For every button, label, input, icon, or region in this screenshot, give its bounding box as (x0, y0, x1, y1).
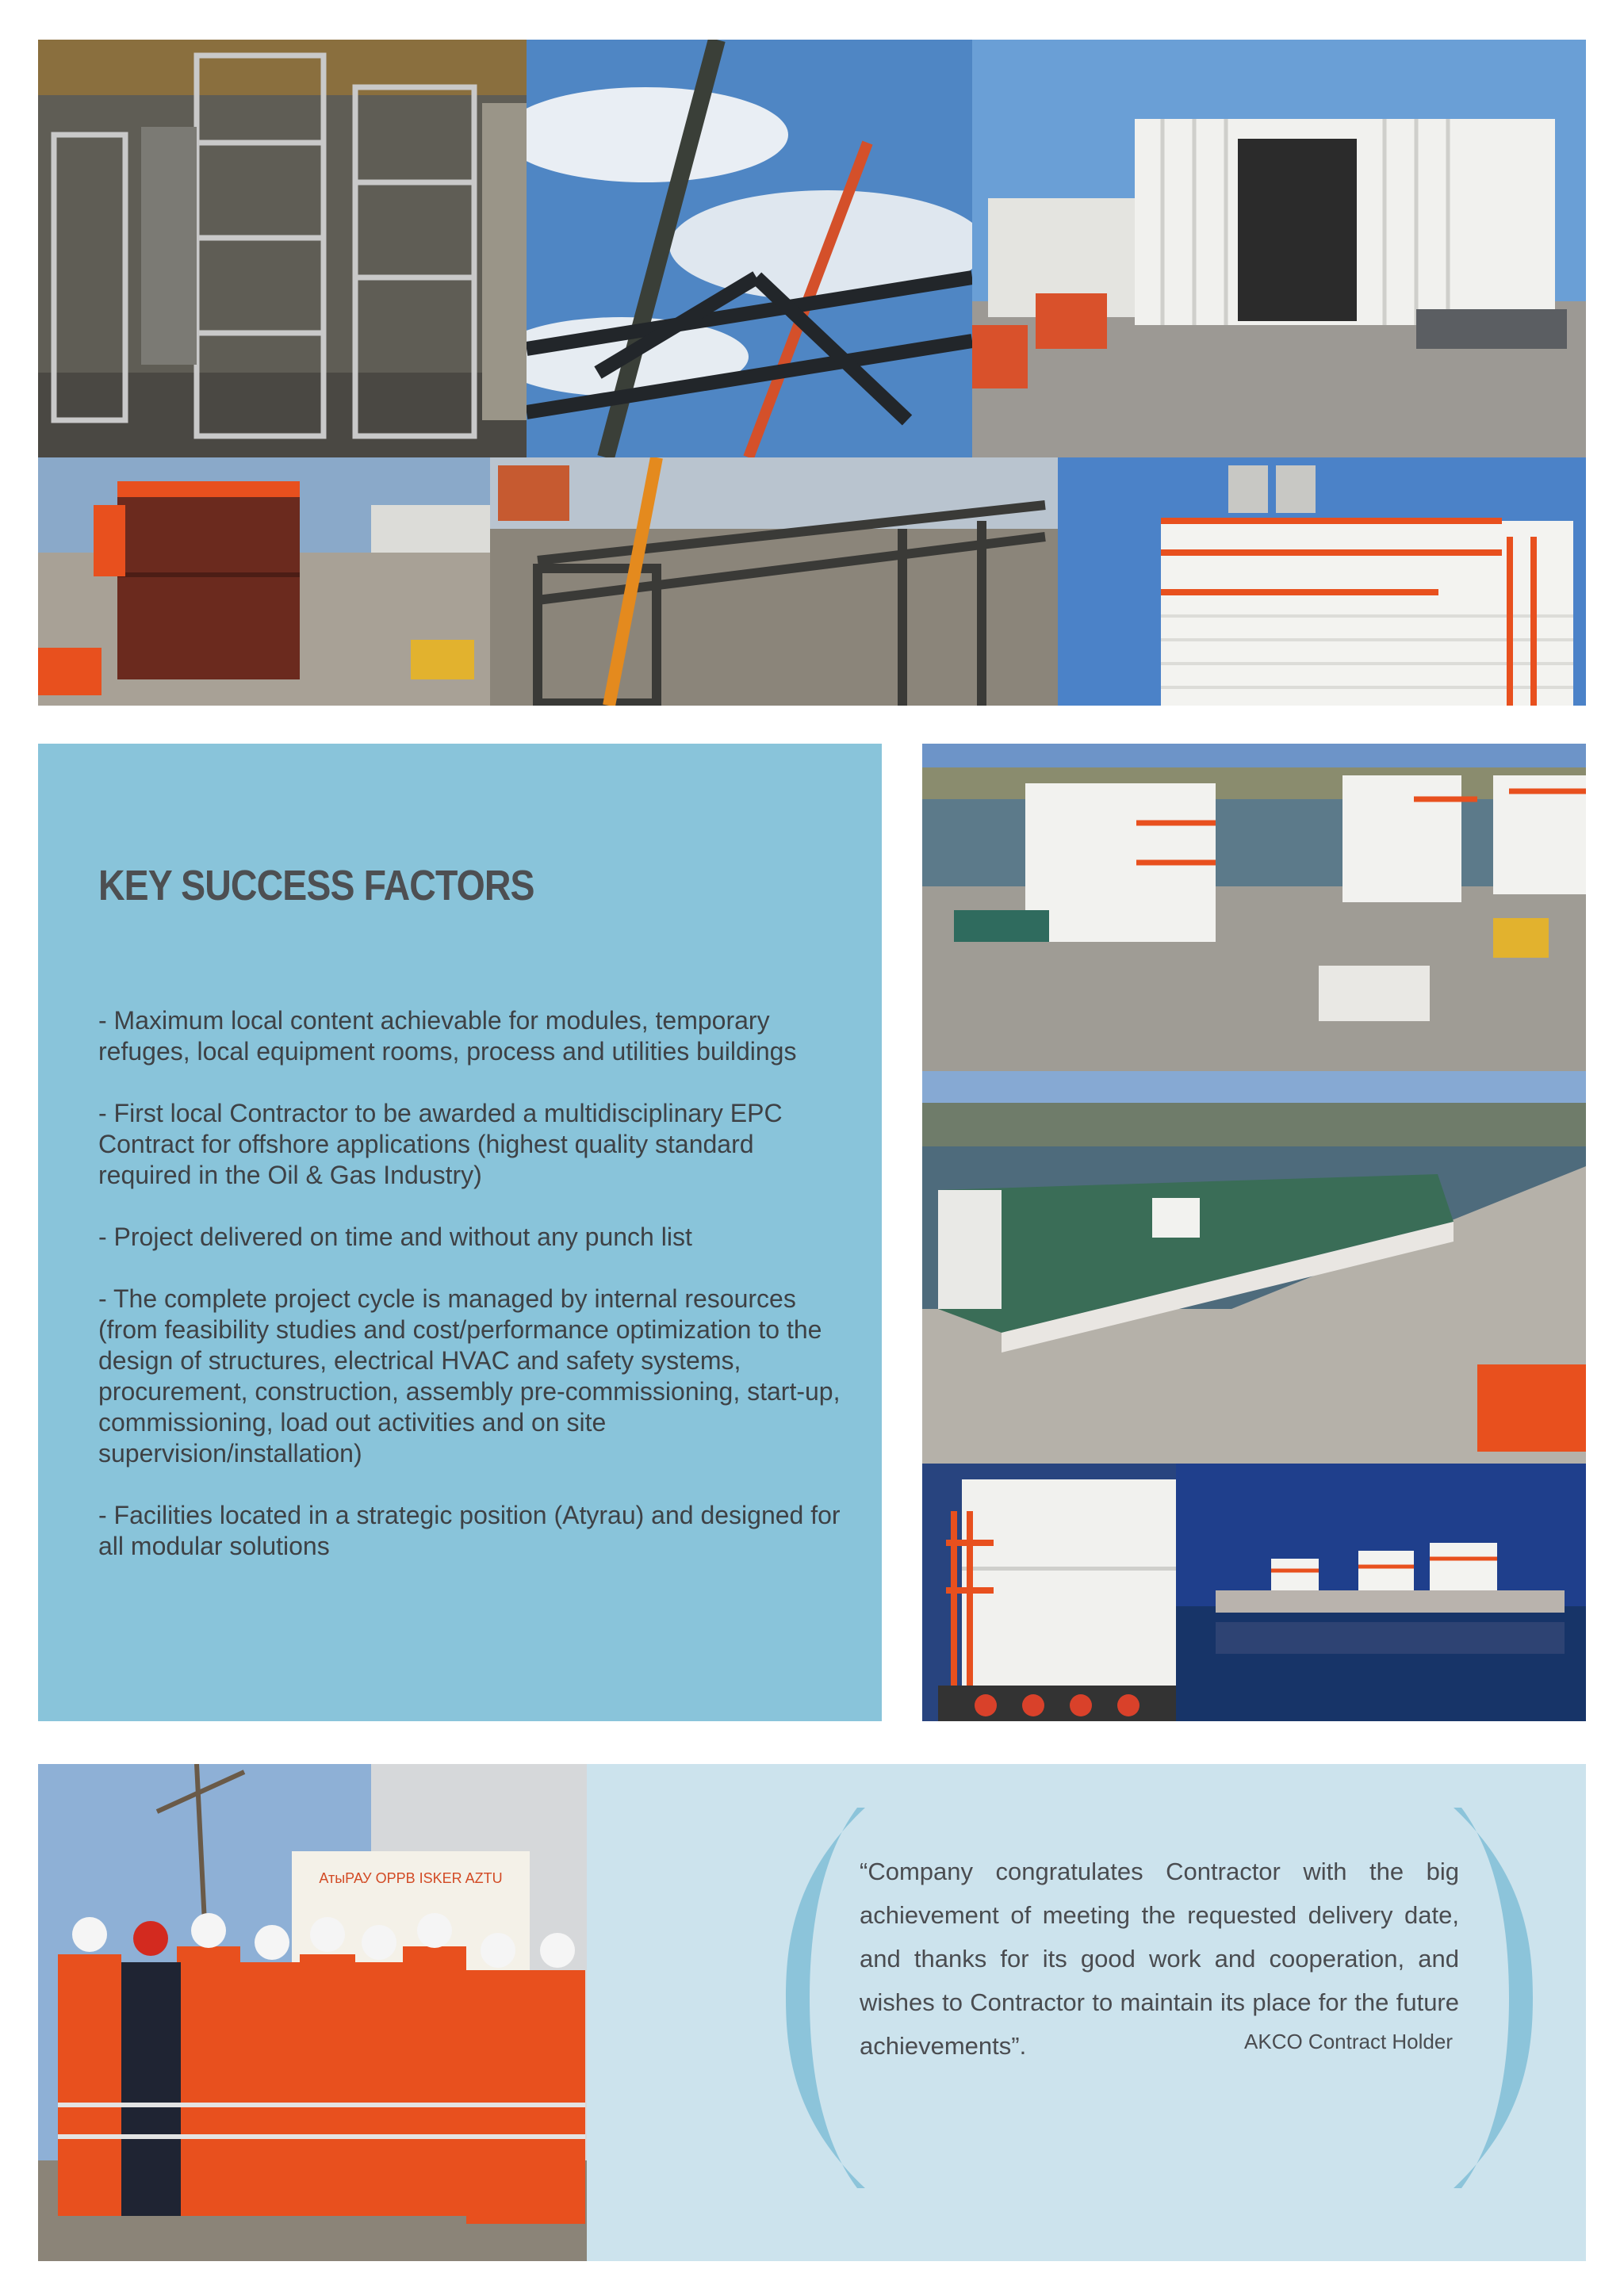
photo-white-module-yard (972, 40, 1586, 457)
photo-barge-at-sea (1176, 1464, 1586, 1721)
photo-barge-loading (922, 1071, 1586, 1464)
photo-module-orange-railings (1058, 457, 1586, 706)
photo-steel-frame-crane (527, 40, 972, 457)
testimonial-panel (587, 1764, 1586, 2261)
list-item: - Maximum local content achievable for modules, temporary refuges, local equipment rooms, process and utilities buildings (98, 1006, 797, 1066)
list-item: - Facilities located in a strategic position (Atyrau) and designed for all modular solutions (98, 1501, 841, 1560)
list-item: - Project delivered on time and without any punch list (98, 1223, 692, 1251)
success-factor-list (98, 1005, 850, 1593)
photo-modules-on-quay (922, 744, 1586, 1071)
list-item: - The complete project cycle is managed by internal resources (from feasibility studies and cost/performance optimization to the design of structures, electrical HVAC and safety systems, procurement, construction, assembly pre-commissioning, start-up, commissioning, load out activities and on site supervision/installation) (98, 1284, 841, 1468)
banner-text: АтыРАУ OPPB ISKER AZTU (319, 1870, 503, 1886)
right-parenthesis-icon (1450, 1808, 1537, 2188)
photo-stacked-module (922, 1464, 1176, 1721)
section-title: KEY SUCCESS FACTORS (98, 862, 534, 909)
testimonial-author: AKCO Contract Holder (1244, 2030, 1453, 2053)
photo-steel-structure-yard (490, 457, 1058, 706)
list-item: - First local Contractor to be awarded a multidisciplinary EPC Contract for offshore applications (highest quality standard required in the Oil & Gas Industry) (98, 1099, 783, 1189)
photo-scaffolding-workshop (38, 40, 527, 457)
key-success-factors-panel (38, 744, 882, 1721)
left-parenthesis-icon (782, 1808, 869, 2188)
testimonial-quote: “Company congratulates Contractor with the big achievement of meeting the requested delivery date, and thanks for its good work and cooperation, and wishes to Contractor to maintain its place for the future achievements”. (860, 1858, 1459, 2060)
photo-team-orange-coveralls (38, 1764, 587, 2261)
photo-brown-module-build (38, 457, 490, 706)
